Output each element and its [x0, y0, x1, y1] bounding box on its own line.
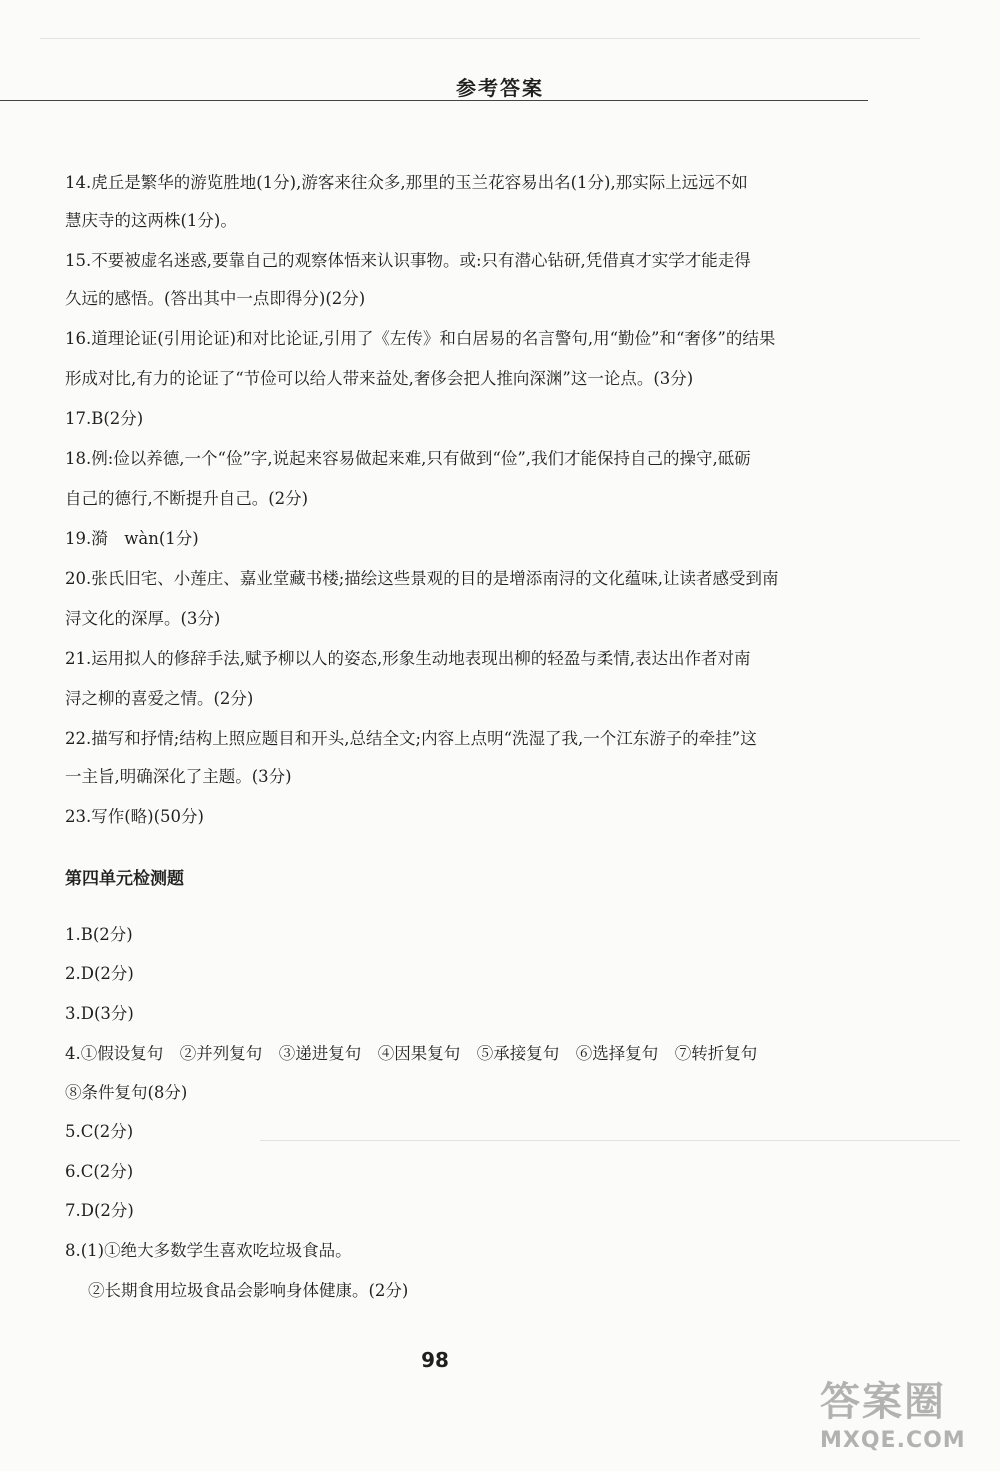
answer-line: 16.道理论证(引用论证)和对比论证,引用了《左传》和白居易的名言警句,用“勤俭”和“奢侈”的结果	[65, 329, 776, 348]
answer-line: 慧庆寺的这两株(1分)。	[65, 211, 237, 230]
page-header-title: 参考答案	[456, 76, 544, 100]
watermark-logo	[820, 1378, 995, 1468]
answer-line: ②长期食用垃圾食品会影响身体健康。(2分)	[88, 1281, 409, 1300]
watermark-chars: 答案圈	[820, 1379, 946, 1425]
answer-line: 浔之柳的喜爱之情。(2分)	[65, 689, 254, 708]
answer-line: 23.写作(略)(50分)	[65, 807, 204, 826]
scan-artifact	[260, 1140, 960, 1141]
answer-line: 一主旨,明确深化了主题。(3分)	[65, 767, 292, 786]
answer-line: 4.①假设复句 ②并列复句 ③递进复句 ④因果复句 ⑤承接复句 ⑥选择复句 ⑦转折复句	[65, 1044, 758, 1063]
header-rule	[0, 100, 868, 101]
answer-line: 3.D(3分)	[65, 1004, 134, 1023]
scan-artifact	[40, 38, 920, 39]
answer-line: 20.张氏旧宅、小莲庄、嘉业堂藏书楼;描绘这些景观的目的是增添南浔的文化蕴味,让读者感受到南	[65, 569, 779, 588]
page-number: 98	[421, 1348, 449, 1372]
answer-line: 21.运用拟人的修辞手法,赋予柳以人的姿态,形象生动地表现出柳的轻盈与柔情,表达出作者对南	[65, 649, 751, 668]
answer-line: 8.(1)①绝大多数学生喜欢吃垃圾食品。	[65, 1241, 352, 1260]
answer-line: 19.漪 wàn(1分)	[65, 529, 199, 548]
answer-line: 浔文化的深厚。(3分)	[65, 609, 221, 628]
answer-line: 18.例:俭以养德,一个“俭”字,说起来容易做起来难,只有做到“俭”,我们才能保持自己的操守,砥砺	[65, 449, 751, 468]
answer-line: 2.D(2分)	[65, 964, 134, 983]
answer-line: 14.虎丘是繁华的游览胜地(1分),游客来往众多,那里的玉兰花容易出名(1分),那实际上远远不如	[65, 173, 748, 192]
answer-line: 15.不要被虚名迷惑,要靠自己的观察体悟来认识事物。或:只有潜心钻研,凭借真才实学才能走得	[65, 251, 751, 270]
watermark-url: MXQE.COM	[820, 1428, 966, 1453]
answer-line: 6.C(2分)	[65, 1162, 134, 1181]
answer-line: 形成对比,有力的论证了“节俭可以给人带来益处,奢侈会把人推向深渊”这一论点。(3分)	[65, 369, 694, 388]
answer-line: 22.描写和抒情;结构上照应题目和开头,总结全文;内容上点明“洗湿了我,一个江东游子的牵挂”这	[65, 729, 757, 748]
answer-line: 1.B(2分)	[65, 925, 133, 944]
answer-line: 久远的感悟。(答出其中一点即得分)(2分)	[65, 289, 366, 308]
answer-line: 5.C(2分)	[65, 1122, 134, 1141]
answer-line: 17.B(2分)	[65, 409, 144, 428]
answer-line: 自己的德行,不断提升自己。(2分)	[65, 489, 309, 508]
answer-line: ⑧条件复句(8分)	[65, 1083, 188, 1102]
answer-line: 7.D(2分)	[65, 1201, 134, 1220]
section-heading: 第四单元检测题	[65, 869, 184, 889]
